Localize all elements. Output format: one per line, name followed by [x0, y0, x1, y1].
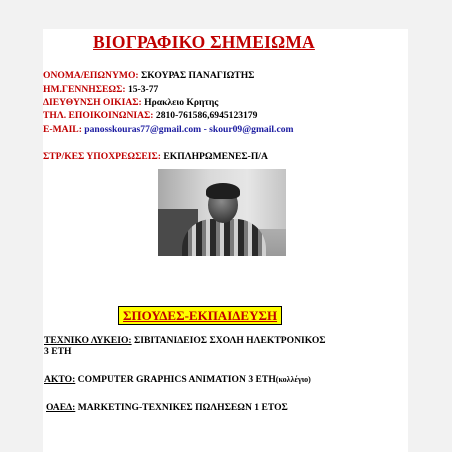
birth-value: 15-3-77 [125, 84, 159, 95]
education-label: ΑΚΤΟ: [44, 374, 76, 385]
education-value: COMPUTER GRAPHICS ANIMATION 3 ΕΤΗ [75, 374, 276, 385]
name-label: ΟΝΟΜΑ/ΕΠΩΝΥΜΟ: [43, 70, 139, 81]
address-label: ΔΙΕΥΘΥΝΣΗ ΟΙΚΙΑΣ: [43, 97, 142, 108]
birth-line [43, 84, 158, 95]
education-item [44, 374, 311, 385]
email-label: E-MAIL: [43, 124, 82, 135]
email-value[interactable]: panosskouras77@gmail.com - skour09@gmail.com [81, 124, 294, 135]
email-line [43, 124, 294, 135]
name-line [43, 70, 254, 81]
frame-top [0, 0, 452, 29]
military-label: ΣΤΡ/ΚΕΣ ΥΠΟΧΡΕΩΣΕΙΣ: [43, 151, 161, 162]
military-value: ΕΚΠΛΗΡΩΜΕΝΕΣ-Π/Α [160, 151, 268, 162]
education-section-title: ΣΠΟΥΔΕΣ-ΕΚΠΑΙΔΕΥΣΗ [118, 306, 282, 325]
education-item [44, 335, 326, 346]
birth-label: ΗΜ.ΓΕΝΝΗΣΕΩΣ: [43, 84, 126, 95]
education-label: ΤΕΧΝΙΚΟ ΛΥΚΕΙΟ: [44, 335, 132, 346]
phone-value: 2810-761586,6945123179 [153, 110, 258, 121]
military-line [43, 151, 268, 162]
education-label: ΟΑΕΔ: [46, 402, 76, 413]
name-value: ΣΚΟΥΡΑΣ ΠΑΝΑΓΙΩΤΗΣ [138, 70, 255, 81]
education-value-2: 3 ΕΤΗ [44, 346, 72, 357]
education-item [46, 402, 288, 413]
frame-right [408, 0, 452, 452]
education-suffix: (κολλέγιο) [275, 375, 311, 384]
frame-left [0, 0, 43, 452]
phone-line [43, 110, 257, 121]
education-value: ΣΙΒΙΤΑΝΙΔΕΙΟΣ ΣΧΟΛΗ ΗΛΕΚΤΡΟΝΙΚΟΣ [131, 335, 326, 346]
address-value: Ηρακλειο Κρητης [141, 97, 219, 108]
phone-label: ΤΗΛ. ΕΠΟΙΚΟΙΝΩΝΙΑΣ: [43, 110, 154, 121]
profile-photo [158, 169, 286, 256]
document-title: ΒΙΟΓΡΑΦΙΚΟ ΣΗΜΕΙΩΜΑ [93, 32, 315, 52]
address-line [43, 97, 218, 108]
education-value: MARKETING-ΤΕΧΝΙΚΕΣ ΠΩΛΗΣΕΩΝ 1 ΕΤΟΣ [75, 402, 288, 413]
education-item-cont [44, 346, 71, 357]
